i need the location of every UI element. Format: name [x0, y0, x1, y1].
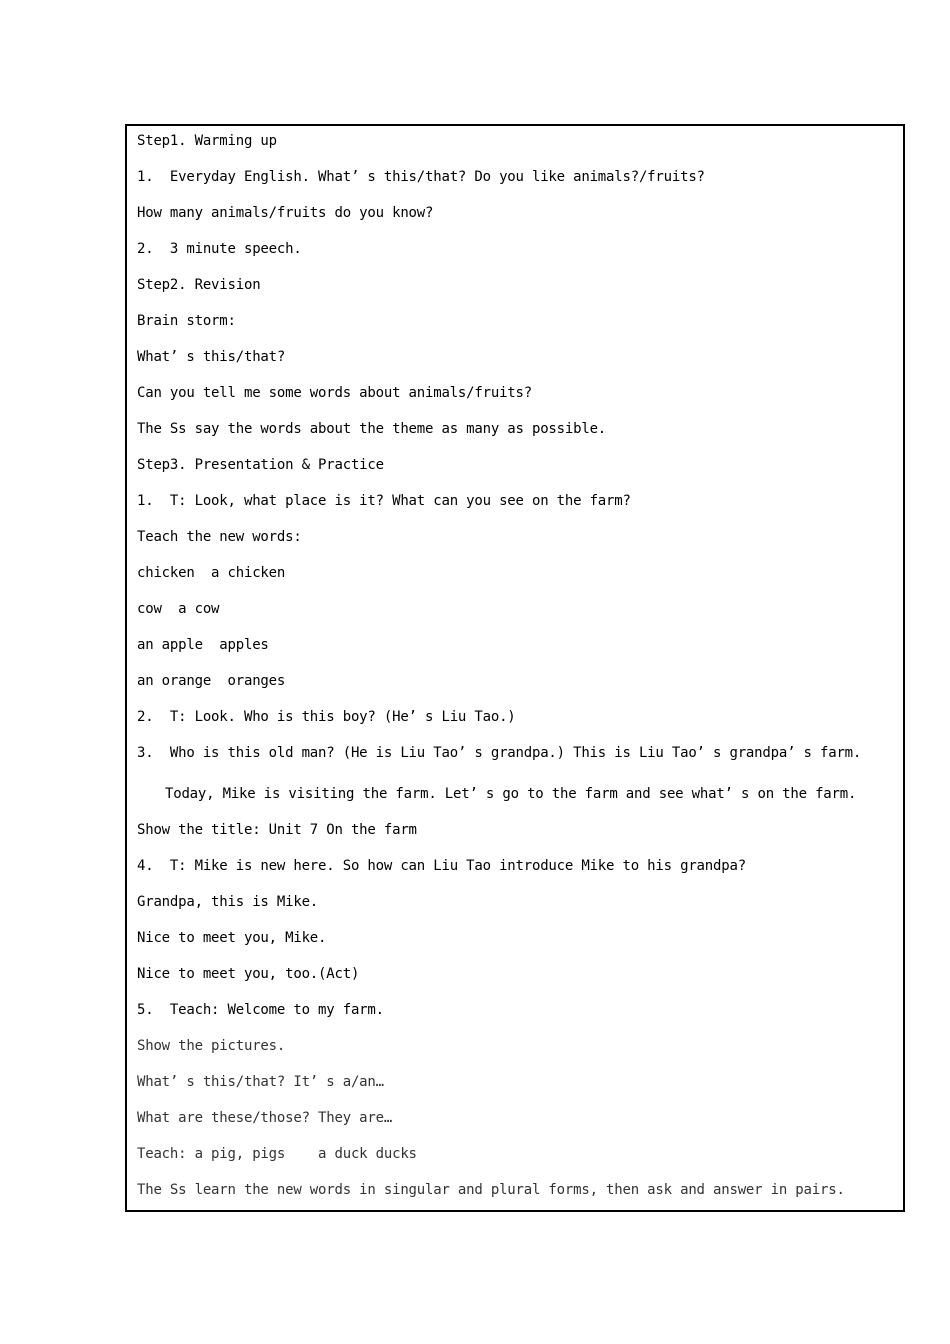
- text-line: 3. Who is this old man? (He is Liu Tao’ s grandpa.) This is Liu Tao’ s grandpa’ s farm.: [137, 745, 862, 761]
- text-line: Show the pictures.: [137, 1038, 286, 1054]
- text-line: Teach the new words:: [137, 529, 302, 545]
- step2-heading: Step2. Revision: [137, 277, 261, 293]
- text-line: Show the title: Unit 7 On the farm: [137, 822, 417, 838]
- text-line: 1. Everyday English. What’ s this/that? Do you like animals?/fruits?: [137, 169, 705, 185]
- text-line: Teach: a pig, pigs a duck ducks: [137, 1146, 417, 1162]
- text-line: 2. T: Look. Who is this boy? (He’ s Liu Tao.): [137, 709, 516, 725]
- text-line: What’ s this/that?: [137, 349, 286, 365]
- text-line: Nice to meet you, too.(Act): [137, 966, 360, 982]
- text-line: Can you tell me some words about animals/fruits?: [137, 385, 532, 401]
- step1-heading: Step1. Warming up: [137, 133, 277, 149]
- lesson-plan-box: [125, 124, 905, 1212]
- text-line: 5. Teach: Welcome to my farm.: [137, 1002, 384, 1018]
- text-line: an apple apples: [137, 637, 269, 653]
- text-line: Brain storm:: [137, 313, 236, 329]
- text-line: The Ss learn the new words in singular and plural forms, then ask and answer in pairs.: [137, 1182, 845, 1198]
- text-line: chicken a chicken: [137, 565, 286, 581]
- text-line: What are these/those? They are…: [137, 1110, 393, 1126]
- text-line: What’ s this/that? It’ s a/an…: [137, 1074, 384, 1090]
- text-line: 1. T: Look, what place is it? What can you see on the farm?: [137, 493, 631, 509]
- text-line: The Ss say the words about the theme as many as possible.: [137, 421, 607, 437]
- text-line: 2. 3 minute speech.: [137, 241, 302, 257]
- text-line: an orange oranges: [137, 673, 286, 689]
- text-line: Grandpa, this is Mike.: [137, 894, 319, 910]
- text-line: 4. T: Mike is new here. So how can Liu Tao introduce Mike to his grandpa?: [137, 858, 746, 874]
- text-line-indented: Today, Mike is visiting the farm. Let’ s go to the farm and see what’ s on the farm.: [165, 786, 857, 802]
- step3-heading: Step3. Presentation & Practice: [137, 457, 384, 473]
- text-line: How many animals/fruits do you know?: [137, 205, 434, 221]
- text-line: Nice to meet you, Mike.: [137, 930, 327, 946]
- text-line: cow a cow: [137, 601, 220, 617]
